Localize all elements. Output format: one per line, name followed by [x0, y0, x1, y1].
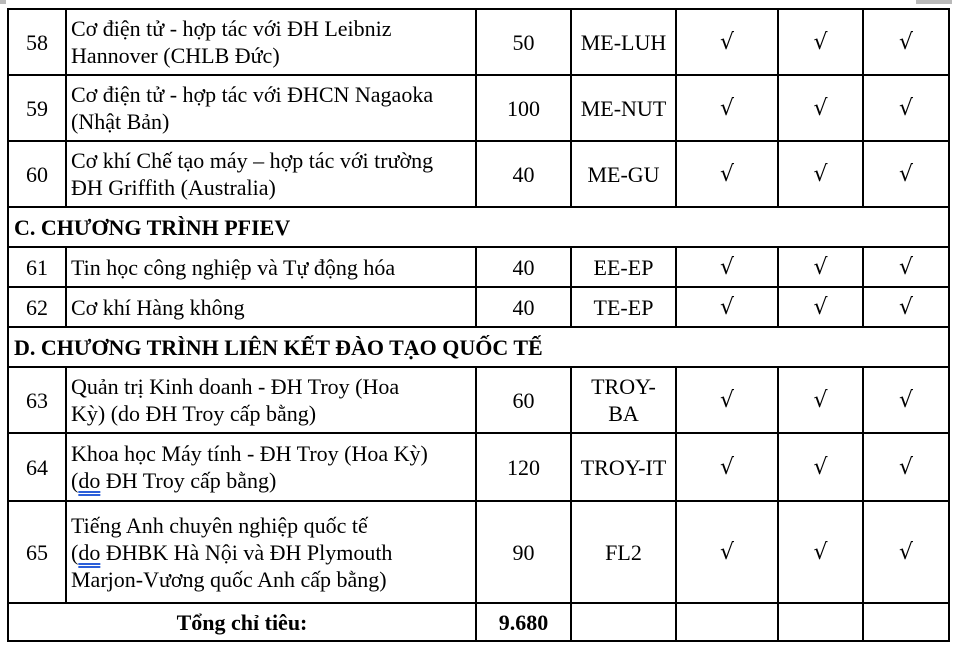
program-name-line: (Nhật Bản) [71, 109, 170, 134]
table-row [8, 433, 949, 501]
empty-cell [676, 603, 778, 641]
section-title: C. CHƯƠNG TRÌNH PFIEV [8, 207, 949, 247]
quota-cell: 90 [476, 501, 571, 603]
row-number: 64 [8, 433, 66, 501]
check-mark-icon: √ [863, 433, 949, 501]
check-mark-icon: √ [863, 9, 949, 75]
admissions-table [7, 8, 950, 642]
paren: ( [71, 468, 79, 493]
program-code: TE-EP [571, 287, 676, 327]
check-mark-icon: √ [778, 247, 863, 287]
check-mark-icon: √ [778, 433, 863, 501]
section-title: D. CHƯƠNG TRÌNH LIÊN KẾT ĐÀO TẠO QUỐC TẾ [8, 327, 949, 367]
program-name-text: ĐH Troy cấp bằng) [100, 468, 277, 493]
program-name [66, 75, 476, 141]
row-number: 65 [8, 501, 66, 603]
program-code: ME-NUT [571, 75, 676, 141]
program-name [66, 501, 476, 603]
page-edge-marker [0, 0, 6, 4]
table-row [8, 247, 949, 287]
program-name-line: Cơ điện tử - hợp tác với ĐH Leibniz [71, 16, 392, 41]
program-code: ME-GU [571, 141, 676, 207]
program-code: EE-EP [571, 247, 676, 287]
empty-cell [571, 603, 676, 641]
check-mark-icon: √ [778, 9, 863, 75]
check-mark-icon: √ [778, 287, 863, 327]
check-mark-icon: √ [778, 367, 863, 433]
program-code [571, 367, 676, 433]
program-name-text: ĐHBK Hà Nội và ĐH Plymouth [100, 539, 393, 565]
program-name-line: ĐH Griffith (Australia) [71, 175, 276, 200]
quota-cell: 40 [476, 247, 571, 287]
check-mark-icon: √ [676, 9, 778, 75]
program-name: Tin học công nghiệp và Tự động hóa [66, 247, 476, 287]
program-name: Cơ khí Hàng không [66, 287, 476, 327]
total-row [8, 603, 949, 641]
check-mark-icon: √ [778, 141, 863, 207]
check-mark-icon: √ [778, 75, 863, 141]
program-name-line: Tiếng Anh chuyên nghiệp quốc tế [71, 512, 368, 538]
row-number: 59 [8, 75, 66, 141]
total-label: Tổng chỉ tiêu: [8, 603, 476, 641]
program-name-line: Khoa học Máy tính - ĐH Troy (Hoa Kỳ) [71, 441, 428, 466]
page-edge-marker [916, 0, 952, 4]
program-name-line: Cơ điện tử - hợp tác với ĐHCN Nagaoka [71, 82, 434, 107]
program-name [66, 367, 476, 433]
grammar-flagged-word[interactable]: do [78, 539, 101, 565]
check-mark-icon: √ [863, 247, 949, 287]
row-number: 58 [8, 9, 66, 75]
program-name [66, 433, 476, 501]
program-code: TROY-IT [571, 433, 676, 501]
row-number: 62 [8, 287, 66, 327]
quota-cell: 60 [476, 367, 571, 433]
check-mark-icon: √ [676, 367, 778, 433]
check-mark-icon: √ [676, 247, 778, 287]
table-row [8, 367, 949, 433]
program-name-line [71, 539, 471, 566]
check-mark-icon: √ [863, 141, 949, 207]
check-mark-icon: √ [676, 141, 778, 207]
check-mark-icon: √ [676, 501, 778, 603]
grammar-flagged-word[interactable]: do [78, 468, 101, 493]
section-header-row [8, 327, 949, 367]
total-value: 9.680 [476, 603, 571, 641]
row-number: 60 [8, 141, 66, 207]
table-row [8, 287, 949, 327]
table-row [8, 141, 949, 207]
check-mark-icon: √ [863, 75, 949, 141]
row-number: 63 [8, 367, 66, 433]
quota-cell: 40 [476, 287, 571, 327]
paren: ( [71, 539, 79, 565]
check-mark-icon: √ [676, 433, 778, 501]
table-row [8, 9, 949, 75]
program-name [66, 141, 476, 207]
program-name-line: Marjon-Vương quốc Anh cấp bằng) [71, 566, 387, 592]
empty-cell [863, 603, 949, 641]
program-name-line: Cơ khí Chế tạo máy – hợp tác với trường [71, 148, 434, 173]
program-name [66, 9, 476, 75]
program-name-line: Kỳ) (do ĐH Troy cấp bằng) [71, 401, 317, 426]
check-mark-icon: √ [863, 501, 949, 603]
quota-cell: 40 [476, 141, 571, 207]
program-name-line: Hannover (CHLB Đức) [71, 43, 280, 68]
row-number: 61 [8, 247, 66, 287]
program-name-line [71, 467, 471, 494]
check-mark-icon: √ [676, 287, 778, 327]
quota-cell: 50 [476, 9, 571, 75]
program-code-line: BA [608, 401, 639, 426]
check-mark-icon: √ [778, 501, 863, 603]
check-mark-icon: √ [676, 75, 778, 141]
quota-cell: 120 [476, 433, 571, 501]
program-code: FL2 [571, 501, 676, 603]
table-row [8, 501, 949, 603]
program-name-line: Quản trị Kinh doanh - ĐH Troy (Hoa [71, 374, 400, 399]
section-header-row [8, 207, 949, 247]
check-mark-icon: √ [863, 367, 949, 433]
empty-cell [778, 603, 863, 641]
quota-cell: 100 [476, 75, 571, 141]
check-mark-icon: √ [863, 287, 949, 327]
program-code-line: TROY- [591, 374, 656, 399]
program-code: ME-LUH [571, 9, 676, 75]
table-row [8, 75, 949, 141]
